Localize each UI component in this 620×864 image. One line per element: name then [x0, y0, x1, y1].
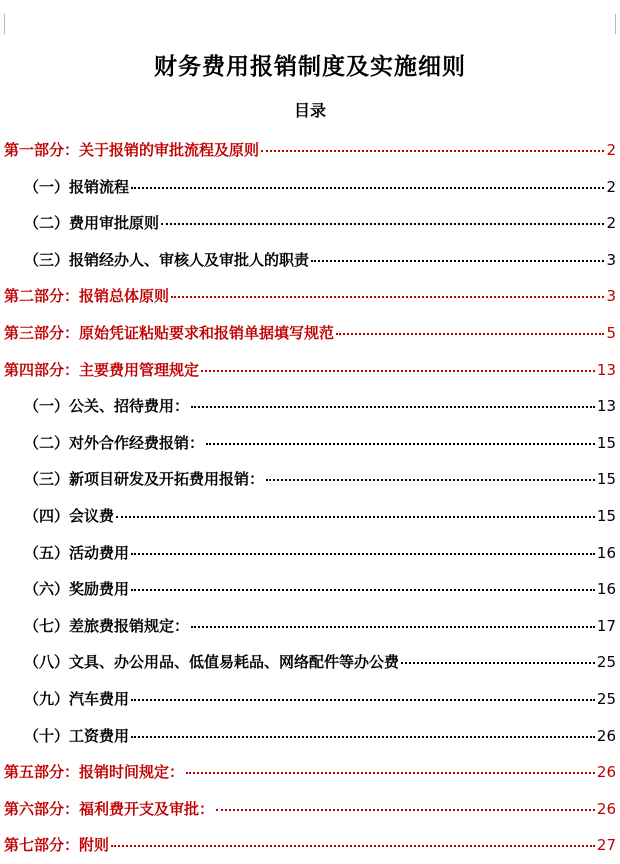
- document-title: 财务费用报销制度及实施细则: [154, 54, 466, 80]
- toc-dot-leader: [261, 149, 604, 152]
- toc-entry[interactable]: [0, 461, 620, 498]
- toc-page-number: 16: [596, 543, 616, 562]
- toc-page-number: 3: [606, 250, 616, 269]
- toc-page-number: 2: [606, 214, 616, 233]
- toc-entry-text: （八）文具、办公用品、低值易耗品、网络配件等办公费: [24, 653, 400, 672]
- toc-page-number: 25: [596, 653, 616, 672]
- toc-entry-text: 第一部分：关于报销的审批流程及原则: [4, 141, 260, 159]
- toc-dot-leader: [311, 259, 604, 262]
- toc-entry[interactable]: [0, 352, 620, 389]
- toc-dot-leader: [201, 369, 595, 372]
- toc-page-number: 26: [596, 726, 616, 745]
- toc-dot-leader: [191, 625, 595, 628]
- toc-entry-text: （六）奖励费用: [24, 580, 130, 599]
- toc-entry-text: 第七部分：附则: [4, 836, 110, 855]
- toc-dot-leader: [131, 588, 595, 591]
- toc-page-number: 2: [606, 141, 616, 159]
- toc-entry-text: （二）费用审批原则: [24, 214, 160, 233]
- toc-page-number: 2: [606, 177, 616, 196]
- toc-entry[interactable]: [0, 169, 620, 206]
- toc-page-number: 15: [596, 506, 616, 525]
- toc-entry[interactable]: [0, 718, 620, 755]
- toc-entry[interactable]: [0, 425, 620, 462]
- toc-heading: 目录: [293, 101, 326, 120]
- toc-entry-text: 第二部分：报销总体原则: [4, 287, 170, 306]
- toc-dot-leader: [216, 808, 595, 811]
- page-corner-mark-right: [608, 14, 616, 34]
- toc-page-number: 17: [596, 616, 616, 635]
- toc-entry-text: 第六部分：福利费开支及审批：: [4, 799, 215, 818]
- toc-entry[interactable]: [0, 754, 620, 791]
- toc-dot-leader: [171, 295, 604, 298]
- toc-page-number: 3: [606, 287, 616, 306]
- toc-page-number: 13: [596, 397, 616, 416]
- toc-entry-text: （一）公关、招待费用：: [24, 397, 190, 416]
- toc-entry-text: 第三部分：原始凭证粘贴要求和报销单据填写规范: [4, 323, 335, 342]
- toc-entry-text: （二）对外合作经费报销：: [24, 433, 205, 452]
- toc-entry-text: （一）报销流程: [24, 177, 130, 196]
- toc-entry[interactable]: [0, 132, 620, 169]
- toc-page-number: 25: [596, 689, 616, 708]
- toc-entry[interactable]: [0, 644, 620, 681]
- toc-dot-leader: [161, 222, 604, 225]
- toc-entry-text: 第四部分：主要费用管理规定: [4, 360, 200, 379]
- table-of-contents: [0, 132, 620, 864]
- toc-dot-leader: [206, 442, 595, 445]
- toc-entry-text: （三）报销经办人、审核人及审批人的职责: [24, 250, 310, 269]
- toc-dot-leader: [336, 332, 604, 335]
- toc-entry[interactable]: [0, 791, 620, 828]
- page-corner-mark-left: [4, 14, 12, 34]
- toc-entry[interactable]: [0, 608, 620, 645]
- toc-entry-text: （三）新项目研发及开拓费用报销：: [24, 470, 265, 489]
- toc-dot-leader: [186, 771, 595, 774]
- toc-dot-leader: [131, 186, 604, 189]
- toc-page-number: 15: [596, 433, 616, 452]
- toc-dot-leader: [191, 405, 595, 408]
- toc-entry-text: （九）汽车费用: [24, 689, 130, 708]
- toc-dot-leader: [111, 844, 595, 847]
- toc-dot-leader: [401, 661, 595, 664]
- toc-dot-leader: [266, 478, 595, 481]
- toc-dot-leader: [116, 515, 595, 518]
- toc-entry[interactable]: [0, 242, 620, 279]
- toc-page-number: 26: [596, 763, 616, 782]
- toc-page-number: 26: [596, 799, 616, 818]
- toc-entry[interactable]: [0, 681, 620, 718]
- toc-entry[interactable]: [0, 388, 620, 425]
- toc-dot-leader: [131, 698, 595, 701]
- toc-entry-text: （十）工资费用: [24, 726, 130, 745]
- toc-entry[interactable]: [0, 205, 620, 242]
- toc-entry[interactable]: [0, 315, 620, 352]
- toc-entry[interactable]: [0, 827, 620, 864]
- toc-entry-text: 第五部分：报销时间规定：: [4, 763, 185, 782]
- toc-entry-text: （七）差旅费报销规定：: [24, 616, 190, 635]
- toc-page-number: 15: [596, 470, 616, 489]
- toc-page-number: 27: [596, 836, 616, 855]
- toc-entry[interactable]: [0, 278, 620, 315]
- toc-dot-leader: [131, 552, 595, 555]
- toc-entry-text: （四）会议费: [24, 506, 115, 525]
- toc-entry[interactable]: [0, 535, 620, 572]
- toc-entry[interactable]: [0, 498, 620, 535]
- toc-page-number: 16: [596, 580, 616, 599]
- toc-dot-leader: [131, 735, 595, 738]
- toc-entry-text: （五）活动费用: [24, 543, 130, 562]
- toc-entry[interactable]: [0, 571, 620, 608]
- toc-page-number: 13: [596, 360, 616, 379]
- toc-page-number: 5: [606, 323, 616, 342]
